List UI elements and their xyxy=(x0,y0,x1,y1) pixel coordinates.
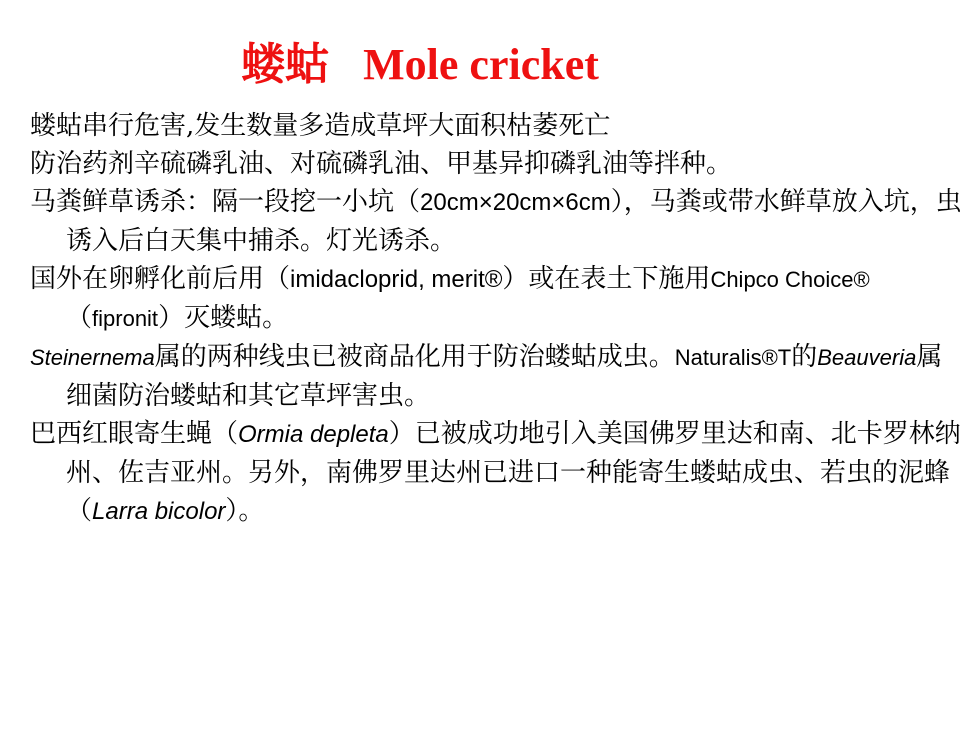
species-name: Larra bicolor xyxy=(92,498,226,525)
chemical-name: imidacloprid, merit® xyxy=(290,266,503,293)
pit-dimensions: 20cm×20cm×6cm xyxy=(420,189,611,216)
text: 属的两种线虫已被商品化用于防治蝼蛄成虫。 xyxy=(154,342,675,372)
text: ）已被成功地引入美国佛罗里达和南、北卡罗林纳州、佐吉亚州。另外，南佛罗里达州已进口一种能寄生蝼蛄成虫、若虫的泥蜂（ xyxy=(66,419,961,526)
text: ）或在表土下施用 xyxy=(502,264,711,294)
title-english: Mole cricket xyxy=(363,40,599,89)
genus-name: Beauveria xyxy=(817,345,917,370)
chemical-name: Chipco Choice® xyxy=(710,267,870,292)
title-chinese: 蝼蛄 xyxy=(241,40,330,89)
text: 蝼蛄串行危害,发生数量多造成草坪大面积枯萎死亡 xyxy=(30,111,611,141)
paragraph-pesticides xyxy=(30,145,965,183)
species-name: Ormia depleta xyxy=(238,421,389,448)
paragraph-biocontrol xyxy=(30,338,965,415)
paragraph-parasites xyxy=(30,415,965,531)
text: 国外在卵孵化前后用（ xyxy=(30,264,291,294)
chemical-name: fipronit xyxy=(92,306,159,331)
paragraph-trapping xyxy=(30,183,965,260)
text: 属细菌防治蝼蛄和其它草坪害虫。 xyxy=(66,342,943,411)
genus-name: Steinernema xyxy=(30,345,155,370)
text: （ xyxy=(66,303,93,333)
text: 巴西红眼寄生蝇（ xyxy=(30,419,239,449)
text: ）灭蝼蛄。 xyxy=(158,303,289,333)
paragraph-chemicals-abroad xyxy=(30,260,965,338)
text: 的 xyxy=(791,342,818,372)
text: ），马粪或带水鲜草放入坑，虫诱入后白天集中捕杀。灯光诱杀。 xyxy=(66,187,962,256)
slide-title xyxy=(0,28,840,92)
brand-name: Naturalis®T xyxy=(674,345,792,370)
paragraph-damage xyxy=(30,107,965,145)
text: 防治药剂辛硫磷乳油、对硫磷乳油、甲基异抑磷乳油等拌种。 xyxy=(30,149,733,179)
text: ）。 xyxy=(225,496,265,526)
text: 马粪鲜草诱杀：隔一段挖一小坑（ xyxy=(30,187,421,217)
slide-body xyxy=(30,107,965,531)
